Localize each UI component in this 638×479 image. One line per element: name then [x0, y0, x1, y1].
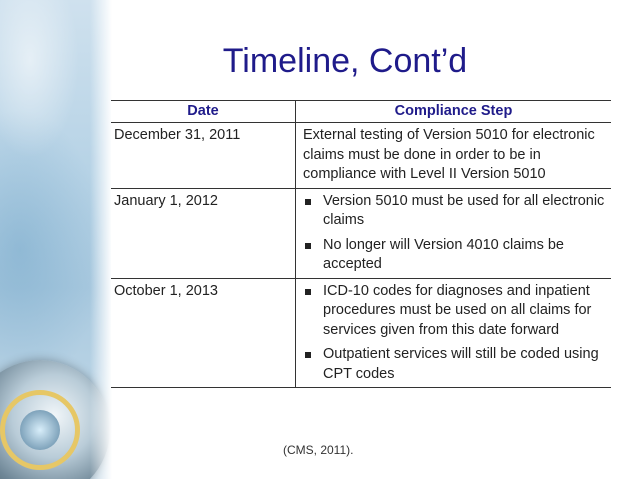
table-row	[111, 188, 611, 278]
bullet-list	[303, 282, 607, 385]
column-header-compliance-step: Compliance Step	[296, 101, 612, 123]
bullet-item: Outpatient services will still be coded using CPT codes	[303, 345, 607, 384]
square-bullet-icon	[305, 352, 311, 358]
bullet-list	[303, 192, 607, 275]
row-date: January 1, 2012	[111, 188, 296, 278]
row-compliance-step	[296, 278, 612, 388]
bullet-item: ICD-10 codes for diagnoses and inpatient procedures must be used on all claims for services given from this date forward	[303, 282, 607, 341]
slide-title: Timeline, Cont’d	[222, 42, 468, 80]
bullet-item: No longer will Version 4010 claims be accepted	[303, 236, 607, 275]
row-date: December 31, 2011	[111, 123, 296, 189]
timeline-table	[111, 100, 611, 388]
column-header-date: Date	[111, 101, 296, 123]
table-row	[111, 123, 611, 189]
bullet-item: Version 5010 must be used for all electronic claims	[303, 192, 607, 231]
square-bullet-icon	[305, 243, 311, 249]
row-date: October 1, 2013	[111, 278, 296, 388]
table-row	[111, 278, 611, 388]
table-header-row	[111, 101, 611, 123]
stethoscope-image	[0, 0, 112, 479]
square-bullet-icon	[305, 289, 311, 295]
citation-text: (CMS, 2011).	[283, 443, 354, 457]
square-bullet-icon	[305, 199, 311, 205]
row-compliance-step	[296, 188, 612, 278]
row-compliance-step: External testing of Version 5010 for electronic claims must be done in order to be in compliance with Level II Version 5010	[296, 123, 612, 189]
